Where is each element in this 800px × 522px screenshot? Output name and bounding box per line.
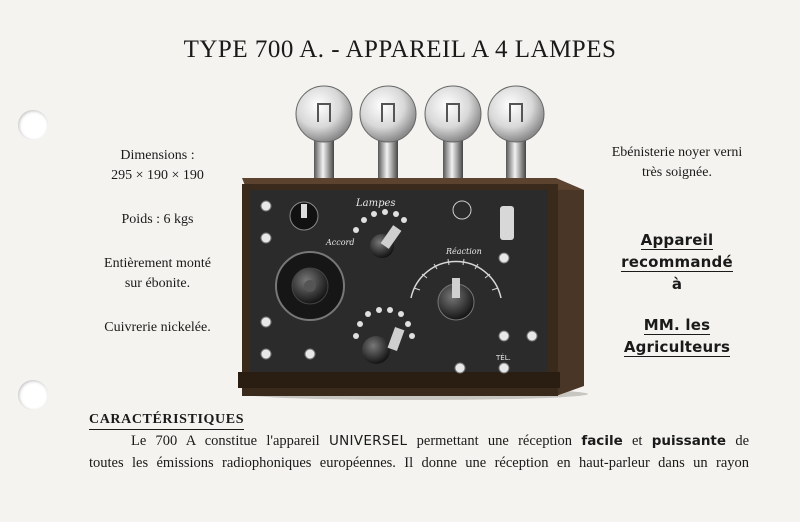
nickel-fittings: Cuivrerie nickelée. xyxy=(104,320,211,335)
label-accord: Accord xyxy=(326,238,355,247)
paragraph-line-2: toutes les émissions radiophoniques européennes. Il donne une réception en haut-parleur dans un rayon xyxy=(89,455,749,471)
recommended-label: Appareil recommandé xyxy=(621,231,733,271)
line1-facile: facile xyxy=(581,433,623,449)
right-specs xyxy=(592,143,762,356)
section-heading: CARACTÉRISTIQUES xyxy=(89,412,244,430)
page-title: TYPE 700 A. - APPAREIL A 4 LAMPES xyxy=(183,36,617,63)
lower-knob xyxy=(362,336,390,364)
line1-text-d: de xyxy=(735,433,749,449)
cabinet-line-1: Ebénisterie noyer verni xyxy=(611,145,743,160)
line1-text-a: Le 700 A constitue l'appareil xyxy=(131,433,320,449)
recommended-wrap xyxy=(592,230,762,274)
farmers-wrap xyxy=(592,315,762,359)
receiver-photo xyxy=(236,78,598,400)
cabinet-side xyxy=(556,186,584,396)
line1-universel: UNIVERSEL xyxy=(328,433,408,449)
line1-text-c: et xyxy=(632,433,643,449)
reaction-pointer xyxy=(452,278,460,298)
punch-hole xyxy=(18,110,48,140)
tube-2 xyxy=(360,86,416,178)
section-paragraph xyxy=(89,430,749,474)
dimensions-label: Dimensions : xyxy=(120,148,195,163)
accord-knob-cap xyxy=(304,280,316,292)
left-specs xyxy=(80,146,235,346)
dimensions-value: 295 × 190 × 190 xyxy=(111,168,204,183)
label-reaction: Réaction xyxy=(446,247,482,256)
tube-4 xyxy=(488,86,544,178)
farmers-label: MM. les Agriculteurs xyxy=(623,316,731,356)
line1-puissante: puissante xyxy=(651,433,727,449)
line1-text-b: permettant une réception xyxy=(416,433,573,449)
punch-hole xyxy=(18,380,48,410)
label-lampes: Lampes xyxy=(356,198,396,209)
switch-lever xyxy=(500,206,514,240)
tube-3 xyxy=(425,86,481,178)
mounting-line-2: sur ébonite. xyxy=(124,276,191,291)
recommended-to: à xyxy=(671,275,683,293)
label-tel: TÉL. xyxy=(496,354,511,362)
cabinet-line-2: très soignée. xyxy=(642,165,712,180)
weight: Poids : 6 kgs xyxy=(121,212,194,227)
paragraph-line-1 xyxy=(89,430,749,452)
mounting-line-1: Entièrement monté xyxy=(104,256,211,271)
selector-pointer xyxy=(301,204,307,218)
cabinet-base xyxy=(238,372,560,388)
tube-1 xyxy=(296,86,352,178)
